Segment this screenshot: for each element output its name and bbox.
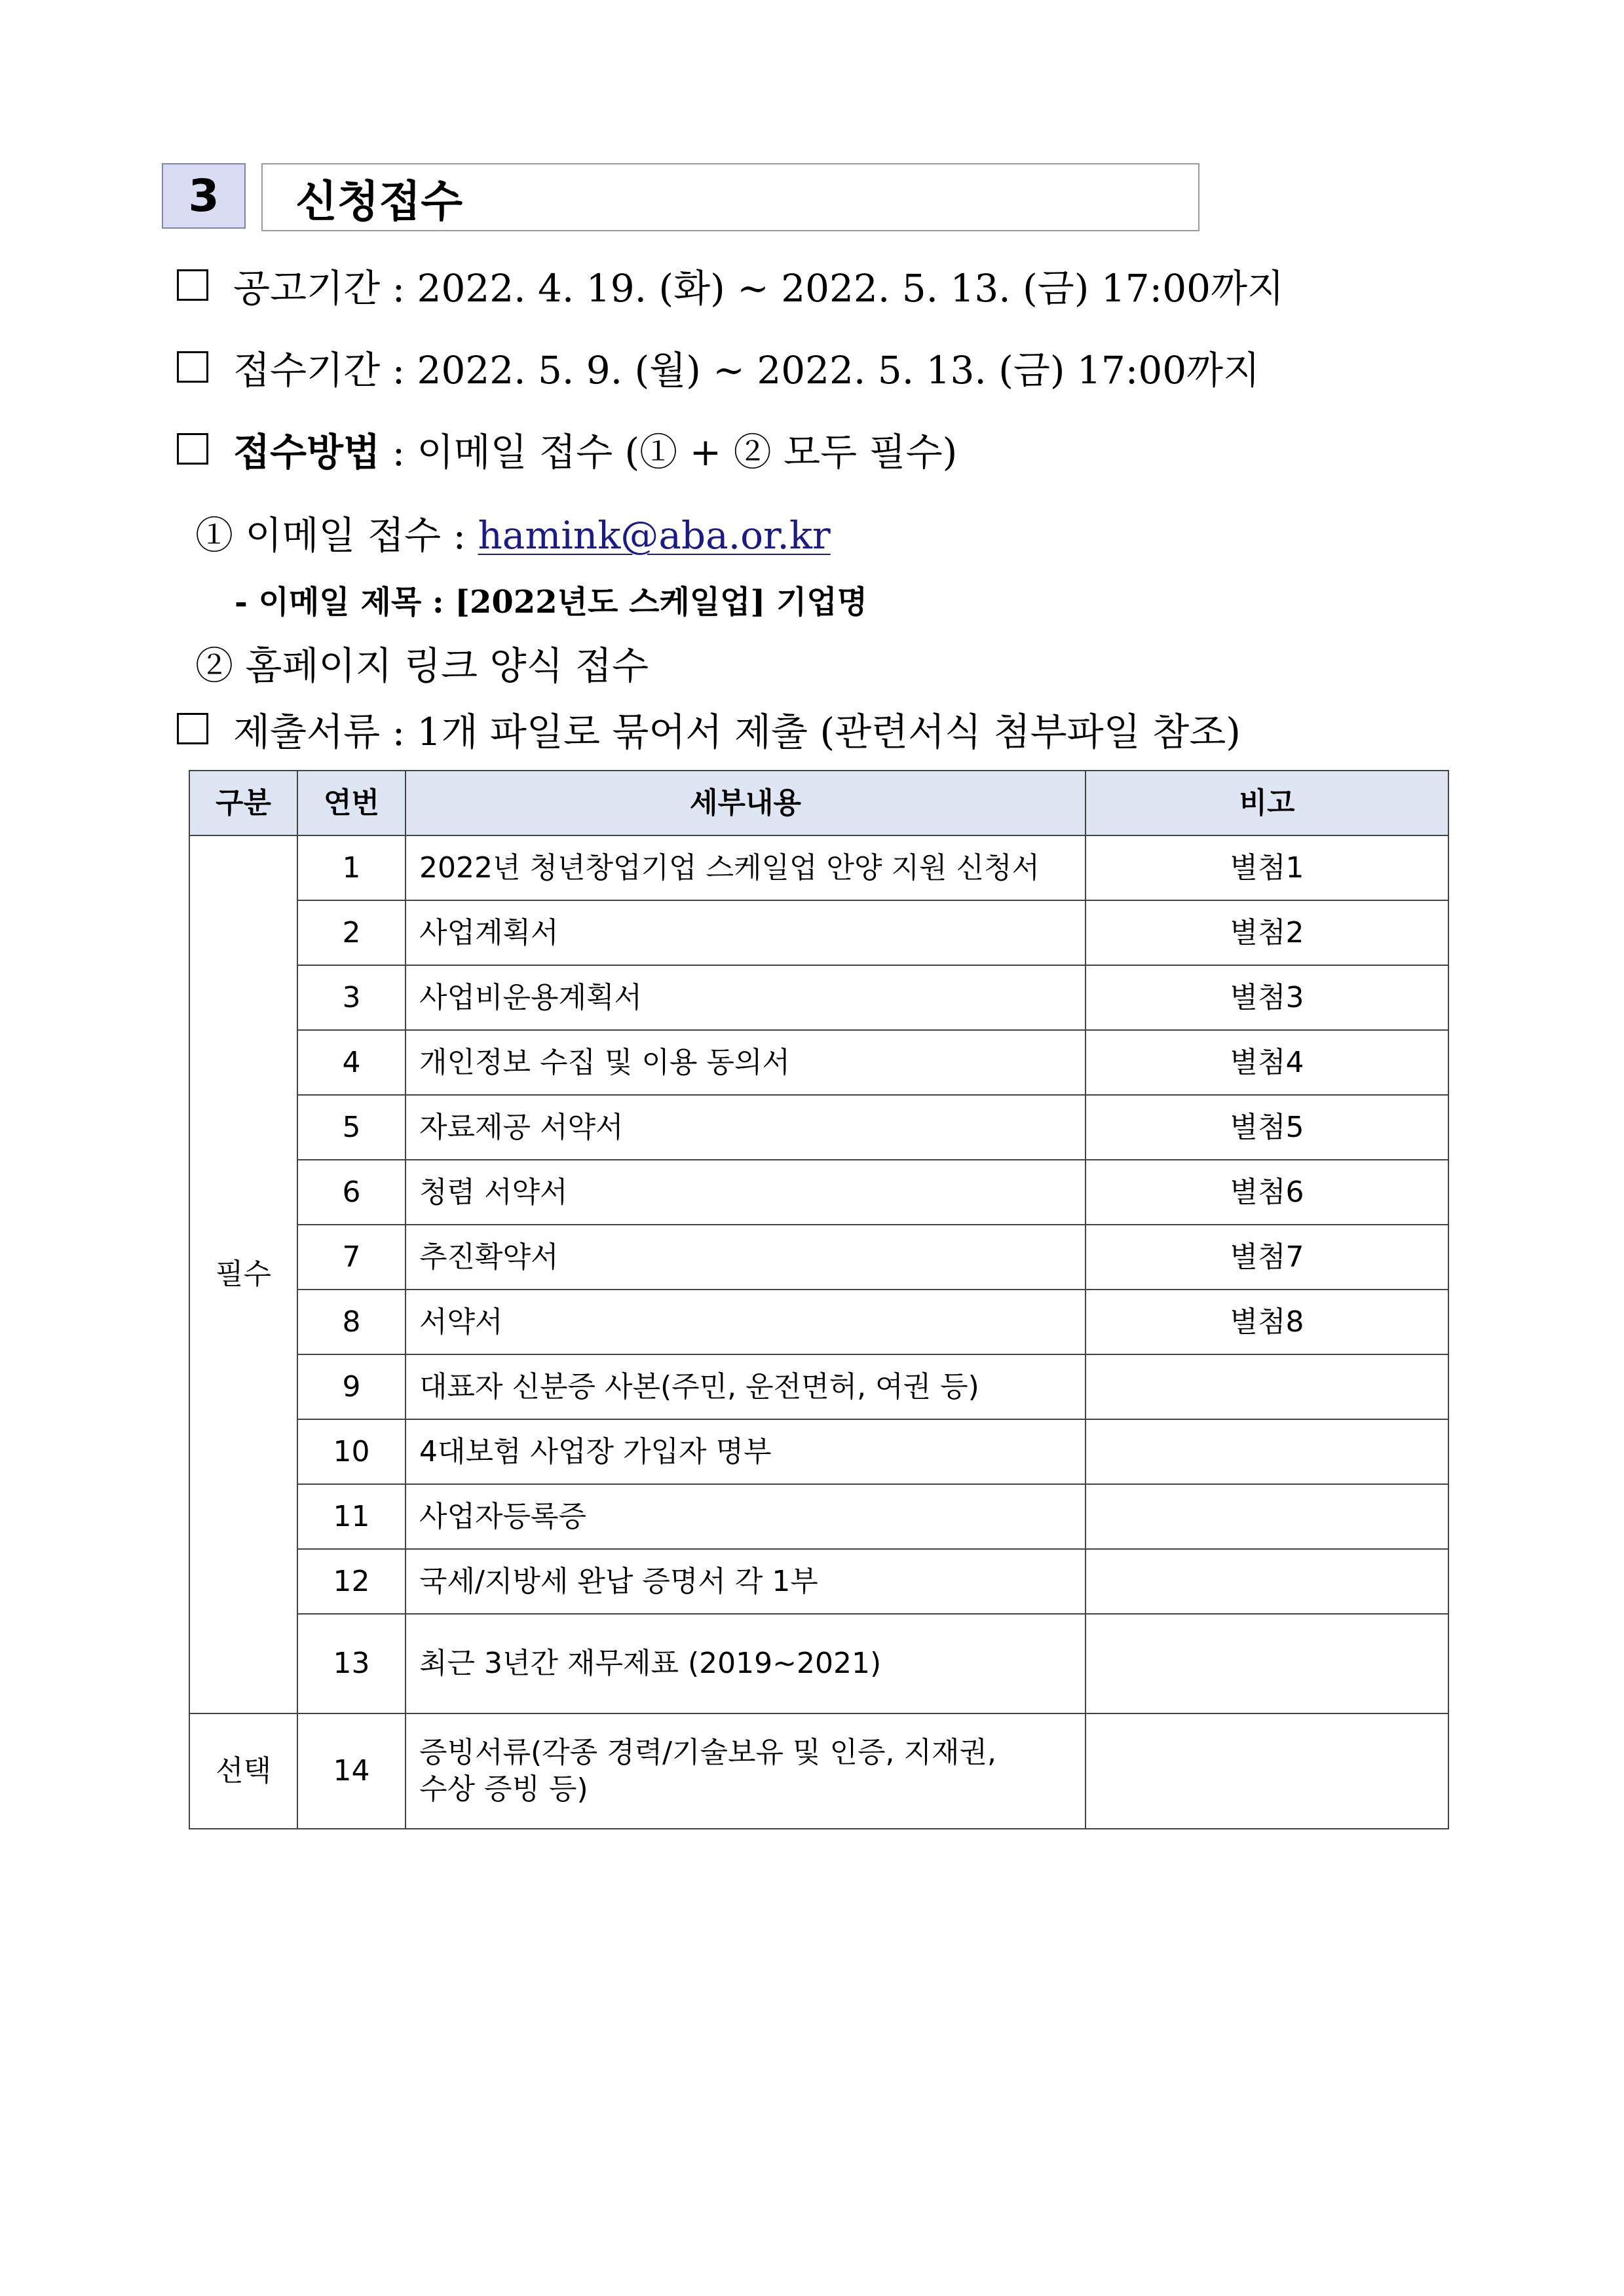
row-note <box>1086 1354 1448 1419</box>
header-number: 연번 <box>297 771 406 835</box>
table-row <box>189 965 1448 1030</box>
row-note: 별첨3 <box>1086 965 1448 1030</box>
announce-period <box>177 258 1284 313</box>
table-header-row <box>189 771 1448 835</box>
row-note <box>1086 1484 1448 1549</box>
table-row <box>189 835 1448 900</box>
row-number: 1 <box>297 835 406 900</box>
receipt-value: : 2022. 5. 9. (월) ~ 2022. 5. 13. (금) 17:00까지 <box>392 348 1260 392</box>
row-content: 추진확약서 <box>406 1225 1086 1290</box>
row-note: 별첨4 <box>1086 1030 1448 1095</box>
row-note <box>1086 1713 1448 1829</box>
group-required: 필수 <box>189 835 297 1713</box>
row-content-line2: 수상 증빙 등) <box>419 1772 588 1806</box>
table-row <box>189 1713 1448 1829</box>
table-row <box>189 1160 1448 1225</box>
row-content: 개인정보 수집 및 이용 동의서 <box>406 1030 1086 1095</box>
row-note: 별첨7 <box>1086 1225 1448 1290</box>
row-note <box>1086 1549 1448 1614</box>
row-number: 2 <box>297 900 406 965</box>
row-number: 9 <box>297 1354 406 1419</box>
row-content: 자료제공 서약서 <box>406 1095 1086 1160</box>
email-receipt <box>195 505 831 560</box>
row-note: 별첨6 <box>1086 1160 1448 1225</box>
row-number: 4 <box>297 1030 406 1095</box>
announce-label: 공고기간 <box>233 266 381 311</box>
section-title: 신청접수 <box>261 163 1199 231</box>
table-row <box>189 1030 1448 1095</box>
email-prefix: ① 이메일 접수 : <box>195 513 478 558</box>
receipt-period <box>177 339 1260 394</box>
checkbox-icon <box>177 433 208 465</box>
header-category: 구분 <box>189 771 297 835</box>
row-note: 별첨8 <box>1086 1290 1448 1354</box>
row-number: 11 <box>297 1484 406 1549</box>
row-content: 청렴 서약서 <box>406 1160 1086 1225</box>
row-note: 별첨1 <box>1086 835 1448 900</box>
receipt-label: 접수기간 <box>233 348 381 392</box>
row-number: 5 <box>297 1095 406 1160</box>
row-content: 최근 3년간 재무제표 (2019~2021) <box>406 1614 1086 1713</box>
row-content: 2022년 청년창업기업 스케일업 안양 지원 신청서 <box>406 835 1086 900</box>
method-value: : 이메일 접수 (① + ② 모두 필수) <box>392 430 958 474</box>
docs-label: 제출서류 <box>233 710 381 754</box>
row-note: 별첨5 <box>1086 1095 1448 1160</box>
row-content: 4대보험 사업장 가입자 명부 <box>406 1419 1086 1484</box>
table-row <box>189 1095 1448 1160</box>
checkbox-icon <box>177 351 208 383</box>
row-content: 사업계획서 <box>406 900 1086 965</box>
row-number: 7 <box>297 1225 406 1290</box>
table-row <box>189 1354 1448 1419</box>
row-content-line1: 증빙서류(각종 경력/기술보유 및 인증, 지재권, <box>419 1736 996 1769</box>
row-content <box>406 1713 1086 1829</box>
receipt-method <box>177 421 957 476</box>
row-number: 3 <box>297 965 406 1030</box>
submission-docs <box>177 701 1241 756</box>
header-content: 세부내용 <box>406 771 1086 835</box>
method-label: 접수방법 <box>233 430 381 474</box>
table-row <box>189 1549 1448 1614</box>
table-row <box>189 1419 1448 1484</box>
announce-value: : 2022. 4. 19. (화) ~ 2022. 5. 13. (금) 17:00까지 <box>392 266 1285 311</box>
row-number: 10 <box>297 1419 406 1484</box>
group-optional: 선택 <box>189 1713 297 1829</box>
homepage-receipt: ② 홈페이지 링크 양식 접수 <box>195 643 649 688</box>
email-link[interactable]: hamink@aba.or.kr <box>478 513 831 558</box>
docs-value: : 1개 파일로 묶어서 제출 (관련서식 첨부파일 참조) <box>392 710 1241 754</box>
row-number: 14 <box>297 1713 406 1829</box>
row-number: 12 <box>297 1549 406 1614</box>
checkbox-icon <box>177 269 208 301</box>
table-row <box>189 1484 1448 1549</box>
row-note: 별첨2 <box>1086 900 1448 965</box>
row-note <box>1086 1419 1448 1484</box>
row-number: 6 <box>297 1160 406 1225</box>
documents-table <box>189 770 1449 1829</box>
table-row <box>189 1614 1448 1713</box>
row-note <box>1086 1614 1448 1713</box>
row-number: 8 <box>297 1290 406 1354</box>
row-content: 사업비운용계획서 <box>406 965 1086 1030</box>
row-number: 13 <box>297 1614 406 1713</box>
table-row <box>189 900 1448 965</box>
checkbox-icon <box>177 713 208 744</box>
table-row <box>189 1290 1448 1354</box>
row-content: 사업자등록증 <box>406 1484 1086 1549</box>
header-note: 비고 <box>1086 771 1448 835</box>
row-content: 서약서 <box>406 1290 1086 1354</box>
section-number: 3 <box>162 163 246 229</box>
table-row <box>189 1225 1448 1290</box>
row-content: 대표자 신분증 사본(주민, 운전면허, 여권 등) <box>406 1354 1086 1419</box>
email-subject: - 이메일 제목 : [2022년도 스케일업] 기업명 <box>235 584 868 621</box>
row-content: 국세/지방세 완납 증명서 각 1부 <box>406 1549 1086 1614</box>
